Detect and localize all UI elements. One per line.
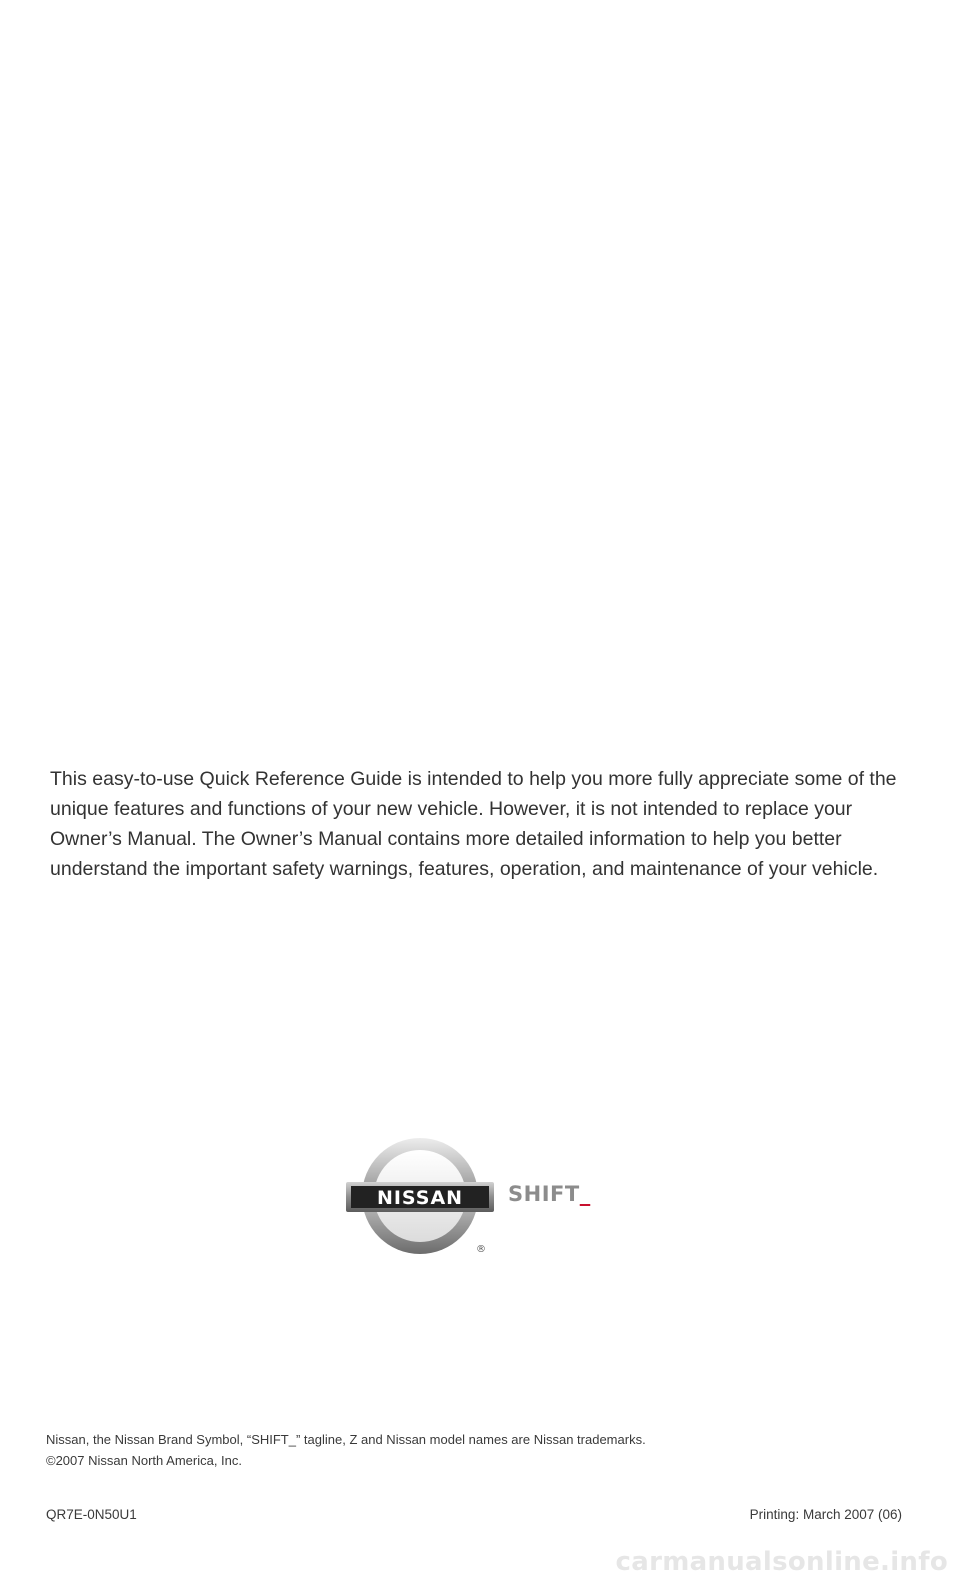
- copyright-line: ©2007 Nissan North America, Inc.: [46, 1453, 242, 1468]
- intro-paragraph: This easy-to-use Quick Reference Guide is intended to help you more fully appreciate some of the unique features and functions of your new vehicle. However, it is not intended to replace your Owner’s Manual. The Owner’s Manual contains more detailed information to help you better understand the important safety warnings, features, operation, and maintenance of your vehicle.: [50, 768, 897, 880]
- printing-info: Printing: March 2007 (06): [749, 1507, 902, 1522]
- shift-tagline: SHIFT_: [508, 1182, 591, 1206]
- document-code: QR7E-0N50U1: [46, 1507, 137, 1522]
- nissan-logo: [340, 1134, 620, 1264]
- tagline-underscore: _: [579, 1182, 591, 1206]
- nissan-emblem-icon: [340, 1134, 500, 1264]
- site-watermark: carmanualsonline.info: [615, 1547, 948, 1577]
- trademark-note: [46, 1429, 646, 1471]
- trademark-line: Nissan, the Nissan Brand Symbol, “SHIFT_” tagline, Z and Nissan model names are Nissan trademarks.: [46, 1432, 646, 1447]
- nissan-brand-text: NISSAN: [376, 1187, 464, 1209]
- registered-mark: ®: [476, 1244, 486, 1255]
